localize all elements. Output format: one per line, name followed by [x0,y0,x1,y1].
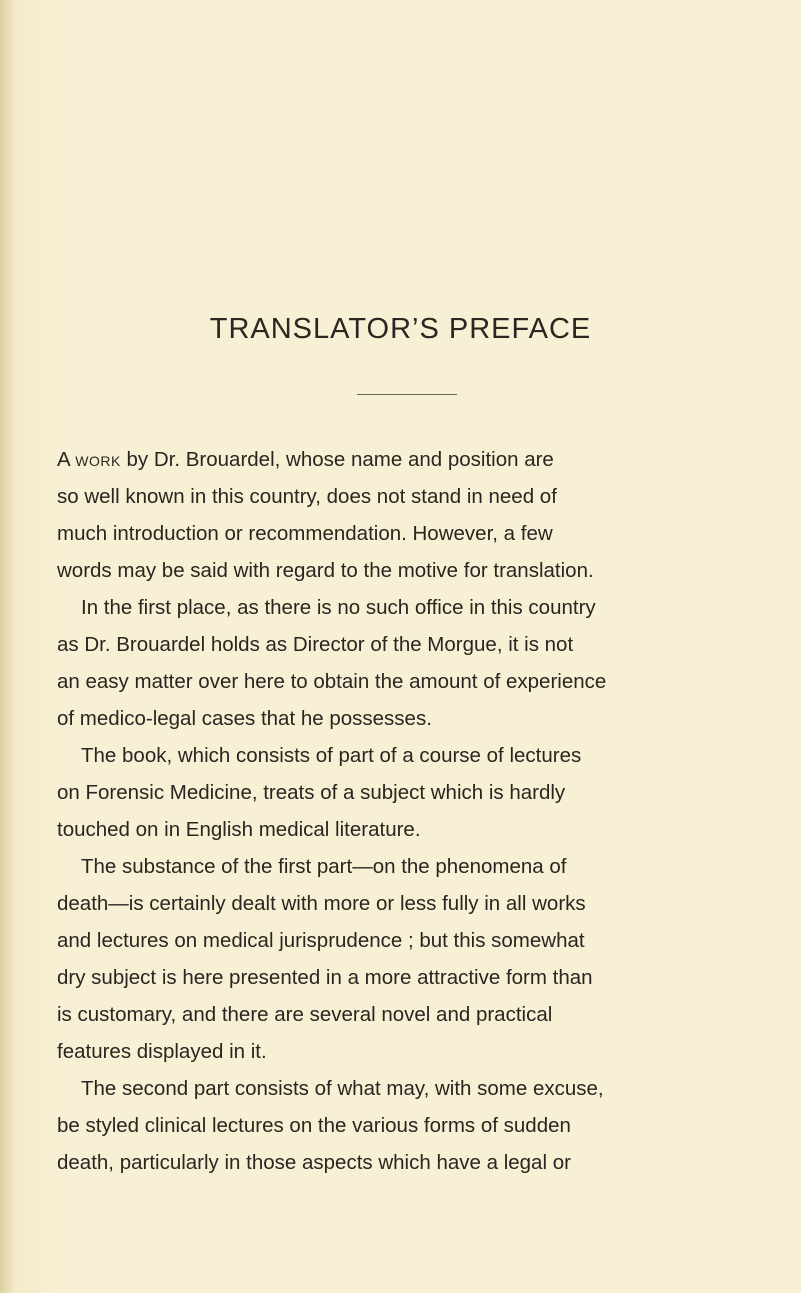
text-line-8: of medico-legal cases that he possesses. [57,707,432,730]
text-line-15: dry subject is here presented in a more attractive form than [57,966,593,989]
text-line-18: The second part consists of what may, with some excuse, [81,1077,604,1100]
page-title: TRANSLATOR’S PREFACE [209,313,592,345]
title-rule [357,394,457,395]
text-line-17: features displayed in it. [57,1040,267,1063]
text-line-2: so well known in this country, does not stand in need of [57,485,557,508]
text-line-3: much introduction or recommendation. However, a few [57,522,553,545]
small-caps-word: work [75,448,121,471]
text-line-20: death, particularly in those aspects which have a legal or [57,1151,571,1174]
spine-shadow [0,0,14,1293]
line-1-rest: by Dr. Brouardel, whose name and position are [120,448,554,471]
text-line-10: on Forensic Medicine, treats of a subject which is hardly [57,781,566,804]
text-line-7: an easy matter over here to obtain the amount of experience [57,670,607,693]
text-line-11: touched on in English medical literature. [57,818,421,841]
text-line-6: as Dr. Brouardel holds as Director of the Morgue, it is not [57,633,574,656]
text-line-4: words may be said with regard to the motive for translation. [57,559,594,582]
initial-letter: A [57,448,70,471]
text-line-19: be styled clinical lectures on the various forms of sudden [57,1114,571,1137]
text-line-12: The substance of the first part—on the phenomena of [81,855,567,878]
text-line-5: In the first place, as there is no such office in this country [81,596,596,619]
text-line-1 [57,447,554,473]
text-line-16: is customary, and there are several novel and practical [57,1003,553,1026]
text-line-14: and lectures on medical jurisprudence ; but this somewhat [57,929,585,952]
text-line-9: The book, which consists of part of a course of lectures [81,744,582,767]
text-line-13: death—is certainly dealt with more or less fully in all works [57,892,586,915]
